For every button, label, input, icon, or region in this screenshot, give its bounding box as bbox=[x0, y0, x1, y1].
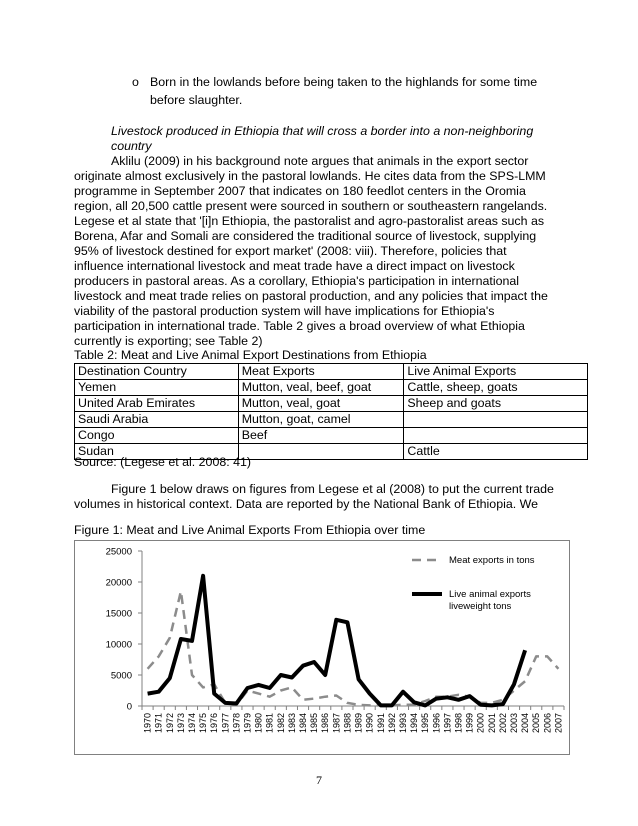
x-tick-label: 1998 bbox=[453, 713, 464, 734]
x-tick-label: 1985 bbox=[309, 713, 320, 734]
x-tick-label: 1981 bbox=[264, 713, 275, 734]
table-cell: United Arab Emirates bbox=[75, 396, 239, 412]
table-row bbox=[75, 396, 588, 412]
paragraph1-line-13: currently is exporting; see Table 2) bbox=[74, 334, 263, 348]
x-tick-label: 1974 bbox=[186, 713, 197, 734]
bullet-text-line-2: before slaughter. bbox=[150, 93, 243, 107]
paragraph1-line-2: originate almost exclusively in the pastoral lowlands. He cites data from the SPS-LMM bbox=[74, 169, 546, 183]
x-tick-label: 1980 bbox=[253, 713, 264, 734]
y-tick-label: 5000 bbox=[110, 670, 132, 682]
paragraph1-line-1: Aklilu (2009) in his background note argues that animals in the export sector bbox=[111, 154, 529, 168]
x-tick-label: 1999 bbox=[464, 713, 475, 734]
paragraph1-line-6: Borena, Afar and Somali are considered the traditional source of livestock, supplying bbox=[74, 229, 537, 243]
x-tick-label: 1972 bbox=[164, 713, 175, 734]
table-cell: Mutton, veal, beef, goat bbox=[238, 380, 404, 396]
paragraph1-line-11: viability of the pastoral production system will have implications for Ethiopia's bbox=[74, 304, 495, 318]
x-tick-label: 1996 bbox=[431, 713, 442, 734]
table-header-cell: Meat Exports bbox=[238, 364, 404, 380]
table-cell bbox=[238, 444, 404, 460]
table-cell: Yemen bbox=[75, 380, 239, 396]
x-tick-label: 1984 bbox=[298, 713, 309, 734]
page-number: 7 bbox=[316, 773, 322, 787]
table-header-cell: Live Animal Exports bbox=[404, 364, 588, 380]
legend-label-meat-exports: Meat exports in tons bbox=[449, 555, 535, 566]
table-cell bbox=[404, 428, 588, 444]
figure-caption: Figure 1: Meat and Live Animal Exports From Ethiopia over time bbox=[74, 523, 426, 537]
paragraph1-line-3: programme in September 2007 that indicates on 180 feedlot centers in the Oromia bbox=[74, 184, 526, 198]
x-tick-label: 2005 bbox=[531, 713, 542, 734]
table-source: Source: (Legese et al. 2008: 41) bbox=[74, 455, 252, 469]
table-cell: Mutton, goat, camel bbox=[238, 412, 404, 428]
x-tick-label: 1990 bbox=[364, 713, 375, 734]
x-tick-label: 2002 bbox=[497, 713, 508, 734]
paragraph1-line-4: region, all 20,500 cattle present were sourced in southern or southeastern rangelands. bbox=[74, 199, 548, 213]
x-tick-label: 1993 bbox=[397, 713, 408, 734]
paragraph1-line-5: Legese et al state that '[i]n Ethiopia, the pastoralist and agro-pastoralist areas such as bbox=[74, 214, 545, 228]
x-tick-label: 1997 bbox=[442, 713, 453, 734]
paragraph1-line-12: participation in international trade. Table 2 gives a broad overview of what Ethiopia bbox=[74, 319, 525, 333]
exports-line-chart bbox=[74, 540, 570, 755]
table-cell: Saudi Arabia bbox=[75, 412, 239, 428]
x-tick-label: 2006 bbox=[542, 713, 553, 734]
x-tick-label: 1983 bbox=[286, 713, 297, 734]
y-tick-label: 25000 bbox=[105, 546, 132, 558]
x-tick-label: 1988 bbox=[342, 713, 353, 734]
export-destinations-table bbox=[74, 363, 588, 460]
table-cell: Sudan bbox=[75, 444, 239, 460]
section-heading-line-2: country bbox=[111, 139, 152, 153]
x-tick-label: 1979 bbox=[242, 713, 253, 734]
x-tick-label: 1991 bbox=[375, 713, 386, 734]
x-tick-label: 2004 bbox=[520, 713, 531, 734]
paragraph1-line-10: livestock and meat trade relies on pastoral production, and any policies that impact the bbox=[74, 289, 548, 303]
bullet-text-line-1: Born in the lowlands before being taken to the highlands for some time bbox=[150, 75, 538, 89]
y-tick-label: 0 bbox=[126, 701, 132, 713]
paragraph1-line-8: influence international livestock and meat trade have a direct impact on livestock bbox=[74, 259, 515, 273]
table-caption: Table 2: Meat and Live Animal Export Destinations from Ethiopia bbox=[74, 348, 427, 362]
legend-label-line: Live animal exports bbox=[449, 589, 531, 600]
x-tick-label: 1989 bbox=[353, 713, 364, 734]
y-tick-label: 20000 bbox=[105, 577, 132, 589]
table-cell: Cattle bbox=[404, 444, 588, 460]
paragraph1-line-7: 95% of livestock destined for export market' (2008: viii). Therefore, policies that bbox=[74, 244, 507, 258]
x-tick-label: 1992 bbox=[386, 713, 397, 734]
table-header-cell: Destination Country bbox=[75, 364, 239, 380]
x-tick-label: 1978 bbox=[231, 713, 242, 734]
section-heading-line-1: Livestock produced in Ethiopia that will cross a border into a non-neighboring bbox=[111, 124, 534, 138]
x-tick-label: 2001 bbox=[486, 713, 497, 734]
x-tick-label: 1994 bbox=[409, 713, 420, 734]
x-tick-label: 1970 bbox=[142, 713, 153, 734]
x-tick-label: 1987 bbox=[331, 713, 342, 734]
x-tick-label: 1973 bbox=[175, 713, 186, 734]
x-tick-label: 1976 bbox=[209, 713, 220, 734]
x-tick-label: 1971 bbox=[153, 713, 164, 734]
x-tick-label: 2000 bbox=[475, 713, 486, 734]
x-tick-label: 1975 bbox=[198, 713, 209, 734]
x-tick-label: 1995 bbox=[420, 713, 431, 734]
x-tick-label: 2007 bbox=[553, 713, 564, 734]
table-cell: Cattle, sheep, goats bbox=[404, 380, 588, 396]
table-header-row bbox=[75, 364, 588, 380]
x-tick-label: 1982 bbox=[275, 713, 286, 734]
table-cell: Beef bbox=[238, 428, 404, 444]
table-row bbox=[75, 380, 588, 396]
x-tick-label: 1977 bbox=[220, 713, 231, 734]
paragraph2-line-2: volumes in historical context. Data are reported by the National Bank of Ethiopia. We bbox=[74, 497, 538, 511]
table-cell: Congo bbox=[75, 428, 239, 444]
table-row bbox=[75, 412, 588, 428]
paragraph2-line-1: Figure 1 below draws on figures from Legese et al (2008) to put the current trade bbox=[111, 482, 554, 496]
table-cell: Mutton, veal, goat bbox=[238, 396, 404, 412]
table-row bbox=[75, 428, 588, 444]
bullet-marker: o bbox=[132, 75, 139, 89]
y-tick-label: 15000 bbox=[105, 608, 132, 620]
table-cell bbox=[404, 412, 588, 428]
table-cell: Sheep and goats bbox=[404, 396, 588, 412]
x-tick-label: 1986 bbox=[320, 713, 331, 734]
legend-label-line: liveweight tons bbox=[449, 601, 512, 612]
x-tick-label: 2003 bbox=[509, 713, 520, 734]
y-tick-label: 10000 bbox=[105, 639, 132, 651]
paragraph1-line-9: producers in pastoral areas. As a corollary, Ethiopia's participation in international bbox=[74, 274, 519, 288]
